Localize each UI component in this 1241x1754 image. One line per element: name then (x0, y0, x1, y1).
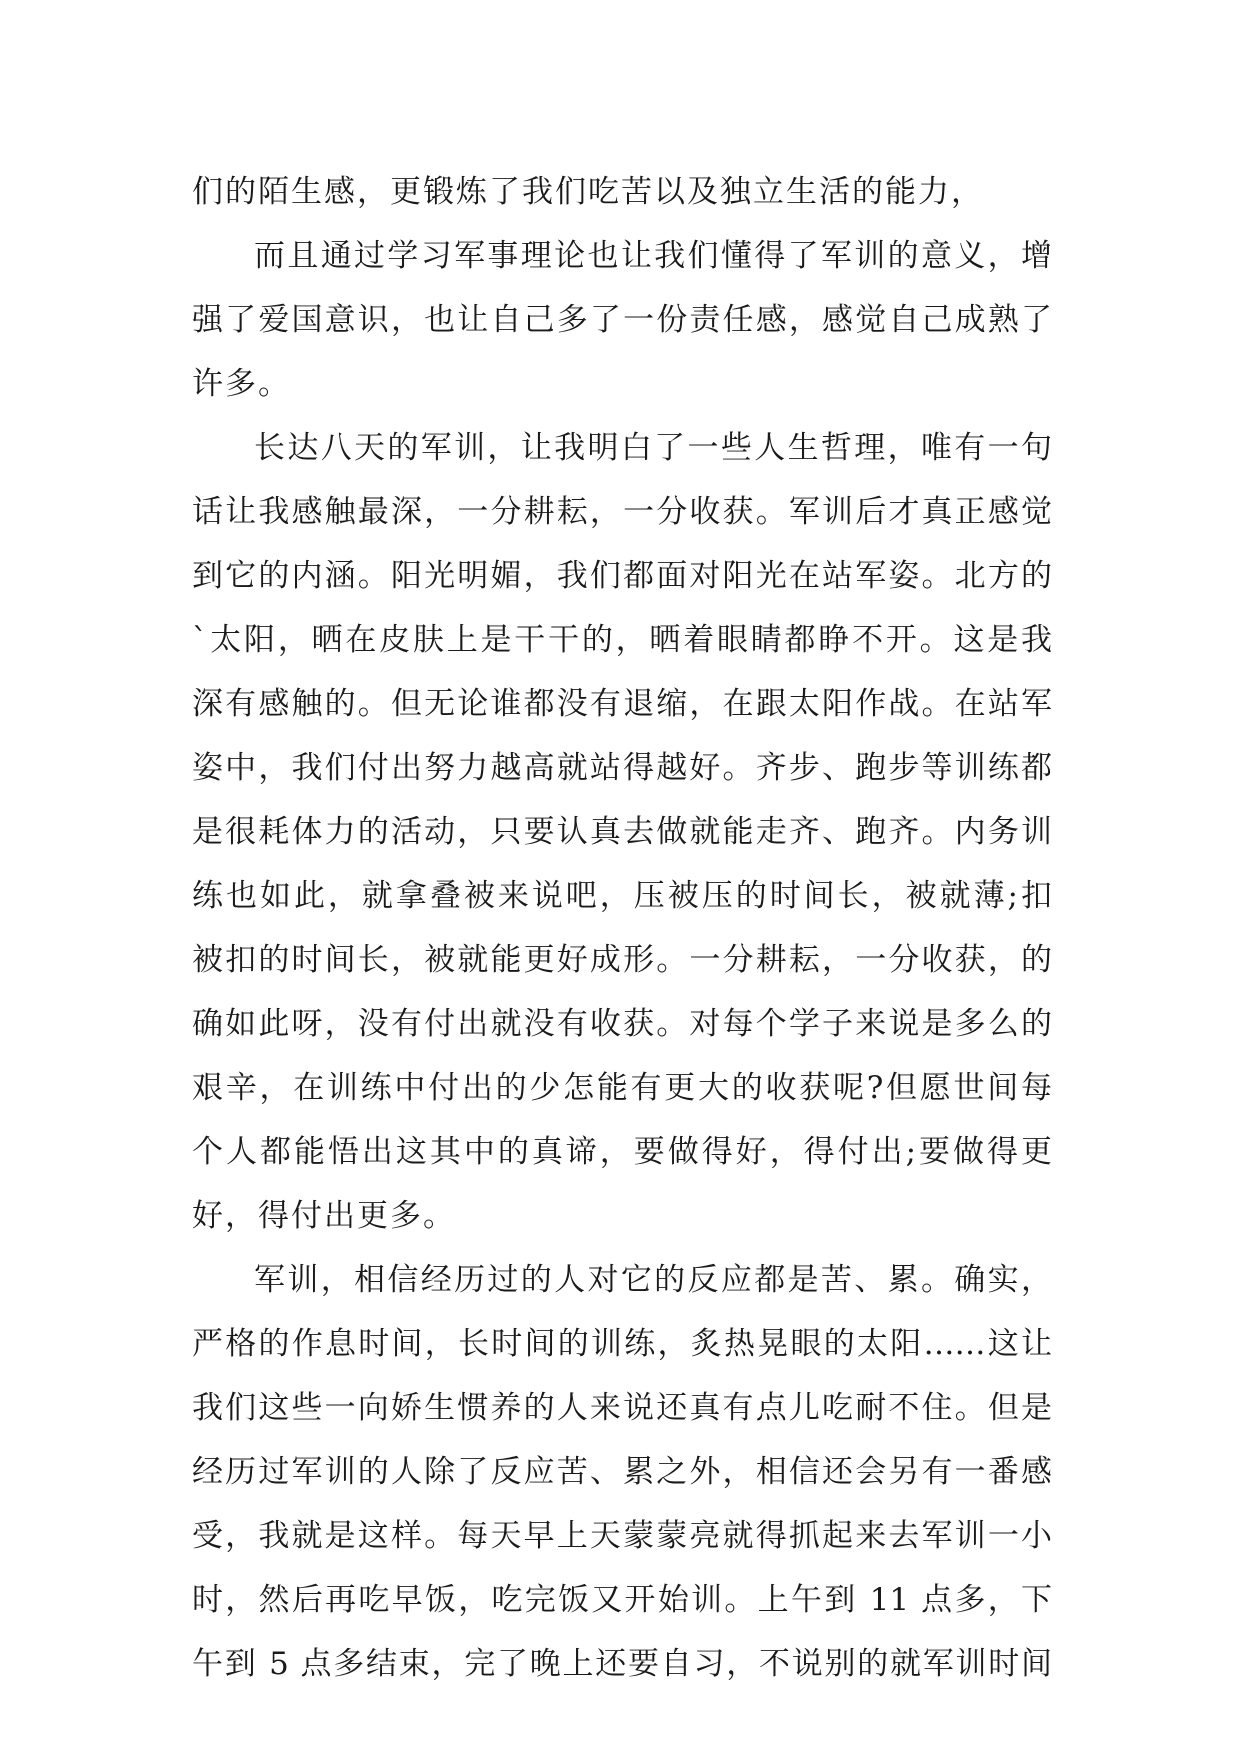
text-line: 话让我感触最深，一分耕耘，一分收获。军训后才真正感觉 (192, 494, 1052, 530)
text-line: 我们这些一向娇生惯养的人来说还真有点儿吃耐不住。但是 (192, 1390, 1052, 1426)
text-line: 们的陌生感，更锻炼了我们吃苦以及独立生活的能力， (192, 174, 984, 210)
text-line: 经历过军训的人除了反应苦、累之外，相信还会另有一番感 (192, 1454, 1052, 1490)
text-line: 确如此呀，没有付出就没有收获。对每个学子来说是多么的 (192, 1006, 1052, 1042)
text-line: 受，我就是这样。每天早上天蒙蒙亮就得抓起来去军训一小 (192, 1518, 1052, 1554)
text-line: 个人都能悟出这其中的真谛，要做得好，得付出;要做得更 (192, 1134, 1052, 1170)
body-text (192, 160, 1052, 1696)
text-line: `太阳，晒在皮肤上是干干的，晒着眼睛都睁不开。这是我 (192, 622, 1052, 658)
text-line: 练也如此，就拿叠被来说吧，压被压的时间长，被就薄;扣 (192, 878, 1052, 914)
text-line: 姿中，我们付出努力越高就站得越好。齐步、跑步等训练都 (192, 750, 1052, 786)
text-line: 军训，相信经历过的人对它的反应都是苦、累。确实， (254, 1262, 1052, 1298)
text-line: 严格的作息时间，长时间的训练，炙热晃眼的太阳……这让 (192, 1326, 1052, 1362)
text-line: 时，然后再吃早饭，吃完饭又开始训。上午到 11 点多，下 (192, 1582, 1052, 1618)
text-line: 到它的内涵。阳光明媚，我们都面对阳光在站军姿。北方的 (192, 558, 1052, 594)
text-line: 深有感触的。但无论谁都没有退缩，在跟太阳作战。在站军 (192, 686, 1052, 722)
text-line: 强了爱国意识，也让自己多了一份责任感，感觉自己成熟了 (192, 302, 1052, 338)
text-line: 是很耗体力的活动，只要认真去做就能走齐、跑齐。内务训 (192, 814, 1052, 850)
text-line: 午到 5 点多结束，完了晚上还要自习，不说别的就军训时间 (192, 1646, 1052, 1682)
text-line: 艰辛，在训练中付出的少怎能有更大的收获呢?但愿世间每 (192, 1070, 1052, 1106)
text-line: 好，得付出更多。 (192, 1198, 456, 1234)
text-line: 而且通过学习军事理论也让我们懂得了军训的意义，增 (254, 238, 1052, 274)
text-line: 许多。 (192, 366, 291, 402)
text-line: 被扣的时间长，被就能更好成形。一分耕耘，一分收获，的 (192, 942, 1052, 978)
text-line: 长达八天的军训，让我明白了一些人生哲理，唯有一句 (254, 430, 1052, 466)
